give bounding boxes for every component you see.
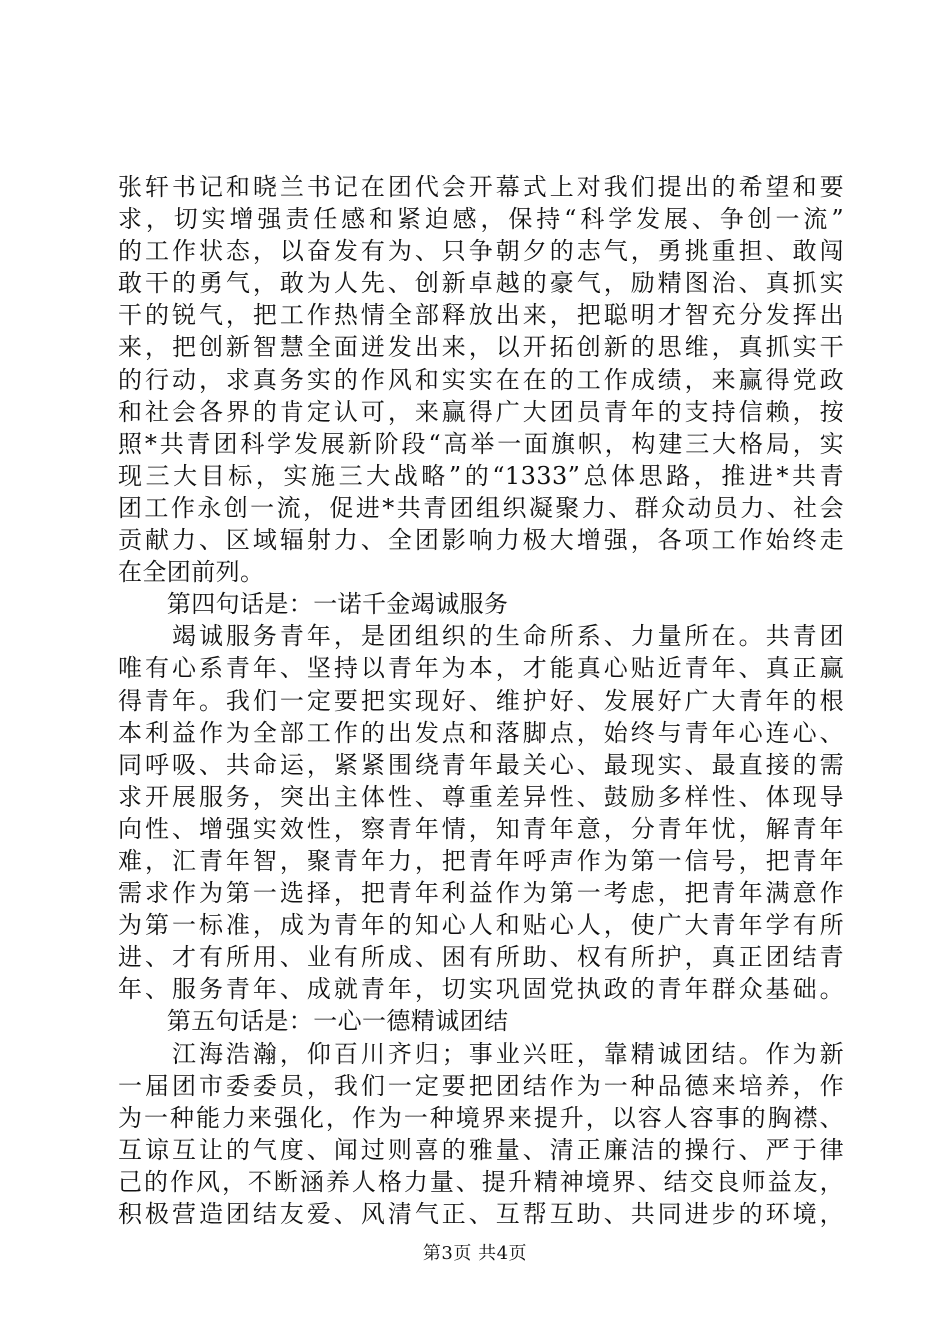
text-line: 进、才有所用、业有所成、困有所助、权有所护，真正团结青 bbox=[118, 943, 844, 972]
body-text bbox=[118, 171, 844, 1230]
text-line: 求开展服务，突出主体性、尊重差异性、鼓励多样性、体现导 bbox=[118, 782, 844, 811]
text-line: 向性、增强实效性，察青年情，知青年意，分青年忧，解青年 bbox=[118, 814, 844, 843]
page-footer: 第3页 共4页 bbox=[422, 1243, 528, 1264]
text-line: 现三大目标，实施三大战略”的“1333”总体思路，推进*共青 bbox=[118, 461, 844, 490]
text-line: 第四句话是：一诺千金竭诚服务 bbox=[118, 590, 509, 619]
text-line: 在全团前列。 bbox=[118, 558, 265, 587]
text-line: 的行动，求真务实的作风和实实在在的工作成绩，来赢得党政 bbox=[118, 365, 844, 394]
text-line: 敢干的勇气，敢为人先、创新卓越的豪气，励精图治、真抓实 bbox=[118, 269, 844, 298]
text-line: 和社会各界的肯定认可，来赢得广大团员青年的支持信赖，按 bbox=[118, 397, 844, 426]
text-line: 江海浩瀚，仰百川齐归；事业兴旺，靠精诚团结。作为新 bbox=[118, 1039, 844, 1068]
text-line: 唯有心系青年、坚持以青年为本，才能真心贴近青年、真正赢 bbox=[118, 654, 844, 683]
text-line: 同呼吸、共命运，紧紧围绕青年最关心、最现实、最直接的需 bbox=[118, 750, 844, 779]
text-line: 年、服务青年、成就青年，切实巩固党执政的青年群众基础。 bbox=[118, 975, 844, 1004]
text-line: 得青年。我们一定要把实现好、维护好、发展好广大青年的根 bbox=[118, 686, 844, 715]
text-line: 第五句话是：一心一德精诚团结 bbox=[118, 1007, 509, 1036]
text-line: 贡献力、区域辐射力、全团影响力极大增强，各项工作始终走 bbox=[118, 526, 844, 555]
text-line: 难，汇青年智，聚青年力，把青年呼声作为第一信号，把青年 bbox=[118, 846, 844, 875]
text-line: 照*共青团科学发展新阶段“高举一面旗帜，构建三大格局，实 bbox=[118, 429, 844, 458]
text-line: 互谅互让的气度、闻过则喜的雅量、清正廉洁的操行、严于律 bbox=[118, 1135, 844, 1164]
text-line: 团工作永创一流，促进*共青团组织凝聚力、群众动员力、社会 bbox=[118, 493, 844, 522]
text-line: 的工作状态，以奋发有为、只争朝夕的志气，勇挑重担、敢闯 bbox=[118, 237, 844, 266]
text-line: 竭诚服务青年，是团组织的生命所系、力量所在。共青团 bbox=[118, 622, 844, 651]
text-line: 为第一标准，成为青年的知心人和贴心人，使广大青年学有所 bbox=[118, 911, 844, 940]
text-line: 张轩书记和晓兰书记在团代会开幕式上对我们提出的希望和要 bbox=[118, 173, 844, 201]
text-line: 干的锐气，把工作热情全部释放出来，把聪明才智充分发挥出 bbox=[118, 301, 844, 330]
text-line: 一届团市委委员，我们一定要把团结作为一种品德来培养，作 bbox=[118, 1071, 844, 1100]
text-line: 需求作为第一选择，把青年利益作为第一考虑，把青年满意作 bbox=[118, 879, 844, 908]
text-line: 为一种能力来强化，作为一种境界来提升，以容人容事的胸襟、 bbox=[118, 1103, 844, 1132]
text-line: 来，把创新智慧全面迸发出来，以开拓创新的思维，真抓实干 bbox=[118, 333, 844, 362]
text-line: 己的作风，不断涵养人格力量、提升精神境界、结交良师益友， bbox=[118, 1167, 844, 1196]
text-line: 积极营造团结友爱、风清气正、互帮互助、共同进步的环境， bbox=[118, 1200, 844, 1228]
text-line: 求，切实增强责任感和紧迫感，保持“科学发展、争创一流” bbox=[118, 205, 844, 234]
text-line: 本利益作为全部工作的出发点和落脚点，始终与青年心连心、 bbox=[118, 718, 844, 747]
